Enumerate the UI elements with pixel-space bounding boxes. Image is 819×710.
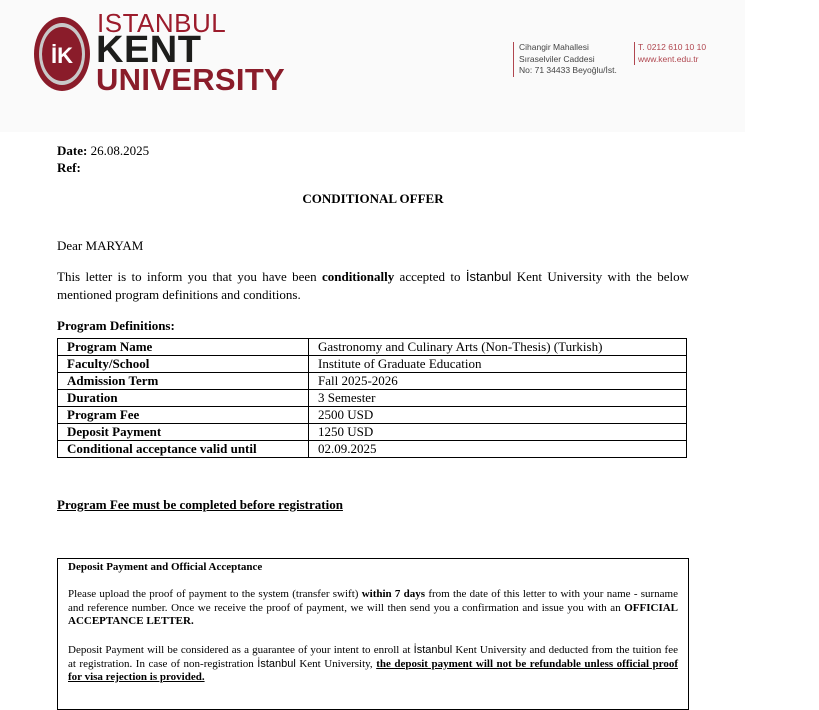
university-logo-emblem — [33, 15, 91, 93]
definitions-heading: Program Definitions: — [57, 318, 175, 333]
salutation: Dear MARYAM — [57, 238, 144, 253]
table-row — [58, 390, 687, 407]
program-definitions-table — [57, 338, 687, 458]
logo-text-istanbul: ISTANBUL — [97, 8, 227, 38]
refund-condition: the deposit payment will not be refundable unless official proof for visa rejection is provided. — [68, 657, 678, 683]
deposit-box-heading: Deposit Payment and Official Acceptance — [68, 561, 263, 573]
university-name: İstanbul — [257, 657, 296, 670]
table-row — [58, 356, 687, 373]
intro-paragraph — [57, 268, 689, 303]
website-link[interactable]: www.kent.edu.tr — [638, 53, 699, 64]
table-row — [58, 407, 687, 424]
deposit-text: Please upload the proof of payment to the system (transfer swift) — [68, 588, 362, 600]
address-line: Cihangir Mahallesi — [519, 42, 589, 52]
date-label: Date: — [57, 143, 88, 158]
row-label: Deposit Payment — [58, 424, 309, 441]
deposit-deadline: within 7 days — [361, 588, 426, 600]
table-row — [58, 424, 687, 441]
logo-text-university: UNIVERSITY — [96, 62, 286, 97]
phone-number: T. 0212 610 10 10 — [638, 42, 707, 52]
row-label: Conditional acceptance valid until — [58, 441, 309, 458]
deposit-paragraph-1 — [68, 588, 678, 629]
table-row — [58, 441, 687, 458]
row-value: 02.09.2025 — [309, 441, 687, 458]
row-value: 2500 USD — [309, 407, 687, 424]
logo-text-kent: KENT — [96, 29, 202, 71]
table-row — [58, 339, 687, 356]
deposit-text: from the date of this letter to with your name - surname and reference number. Once we receive the proof of payment, we will then send you a confirmation and issue you with an — [68, 588, 679, 614]
program-fee-note: Program Fee must be completed before registration — [57, 497, 343, 512]
row-value: Institute of Graduate Education — [309, 356, 687, 373]
university-name: İstanbul — [465, 269, 512, 284]
row-value: Fall 2025-2026 — [309, 373, 687, 390]
intro-text: This letter is to inform you that you have been — [57, 269, 322, 284]
deposit-info-box — [57, 558, 689, 710]
row-value: 3 Semester — [309, 390, 687, 407]
row-label: Program Fee — [58, 407, 309, 424]
row-label: Duration — [58, 390, 309, 407]
university-name: İstanbul — [413, 644, 453, 656]
row-label: Admission Term — [58, 373, 309, 390]
deposit-paragraph-2 — [68, 644, 678, 685]
address-line: No: 71 34433 Beyoğlu/İst. — [519, 65, 617, 75]
contact-block — [634, 42, 706, 65]
row-label: Faculty/School — [58, 356, 309, 373]
row-value: 1250 USD — [309, 424, 687, 441]
row-value: Gastronomy and Culinary Arts (Non-Thesis) (Turkish) — [309, 339, 687, 356]
address-line: Sıraselviler Caddesi — [519, 53, 595, 64]
deposit-text: Deposit Payment will be considered as a guarantee of your intent to enroll at — [68, 644, 414, 656]
deposit-text: Kent University, — [295, 657, 377, 670]
date-value: 26.08.2025 — [90, 143, 150, 158]
intro-text: accepted to — [394, 269, 466, 284]
row-label: Program Name — [58, 339, 309, 356]
intro-emphasis: conditionally — [321, 269, 395, 284]
ref-label: Ref: — [57, 160, 81, 175]
letterhead — [0, 0, 745, 132]
date-line — [57, 143, 149, 159]
document-title: CONDITIONAL OFFER — [302, 191, 444, 206]
intro-text: Kent University with the below mentioned program definitions and conditions. — [57, 269, 689, 302]
table-row — [58, 373, 687, 390]
ref-line — [57, 160, 81, 176]
deposit-text: Kent University and deducted from the tuition fee at registration. In case of non-registration — [68, 644, 678, 670]
svg-text:İK: İK — [51, 43, 73, 68]
official-acceptance-letter: OFFICIAL ACCEPTANCE LETTER. — [68, 601, 678, 627]
address-block — [513, 42, 617, 77]
